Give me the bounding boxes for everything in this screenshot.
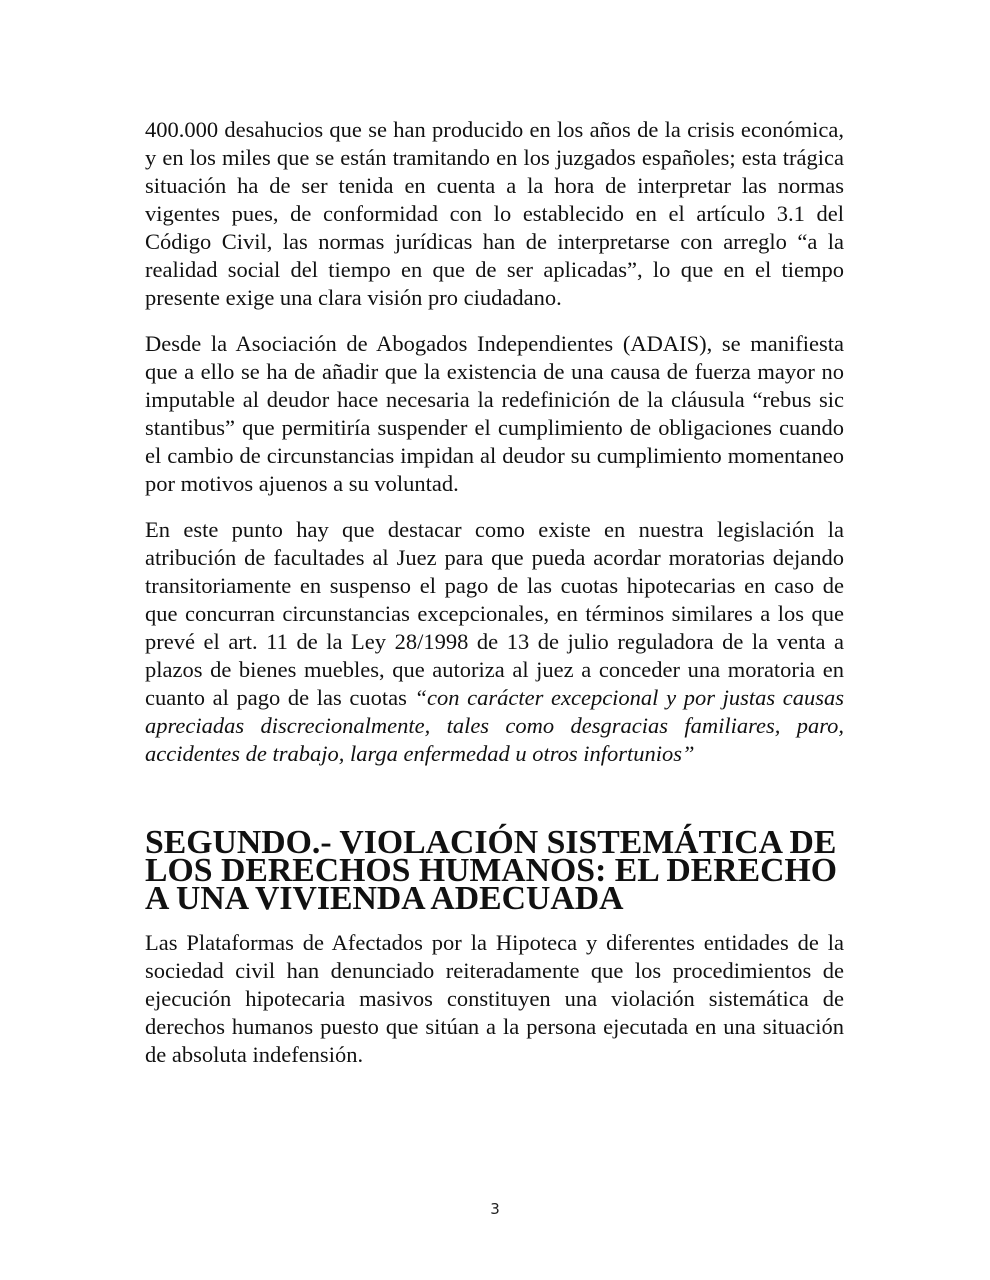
paragraph-desahucios: 400.000 desahucios que se han producido en los años de la crisis económica, y en los miles que se están tramitando en los juzgados españoles; esta trágica situación ha de ser tenida en cuenta a la hora de interpretar las normas vigentes pues, de conformidad con lo establecido en el artículo 3.1 del Código Civil, las normas jurídicas han de interpretarse con arreglo “a la realidad social del tiempo en que de ser aplicadas”, lo que en el tiempo presente exige una clara visión pro ciudadano. (145, 117, 844, 310)
paragraph-plataformas: Las Plataformas de Afectados por la Hipoteca y diferentes entidades de la sociedad civil han denunciado reiteradamente que los procedimientos de ejecución hipotecaria masivos constituyen una violación sistemática de derechos humanos puesto que sitúan a la persona ejecutada en una situación de absoluta indefensión. (145, 930, 844, 1067)
section-heading-segundo: SEGUNDO.- VIOLACIÓN SISTEMÁTICA DE LOS DERECHOS HUMANOS: EL DERECHO A UNA VIVIENDA ADECUADA (145, 824, 837, 917)
paragraph-moratorias (145, 516, 844, 768)
page-number: 3 (490, 1200, 500, 1218)
paragraph-moratorias-quote: “con carácter excepcional y por justas causas apreciadas discrecionalmente, tales como desgracias familiares, paro, accidentes de trabajo, larga enfermedad u otros infortunios” (145, 685, 844, 766)
paragraph-moratorias-text: En este punto hay que destacar como existe en nuestra legislación la atribución de facultades al Juez para que pueda acordar moratorias dejando transitoriamente en suspenso el pago de las cuotas hipotecarias en caso de que concurran circunstancias excepcionales, en términos similares a los que prevé el art. 11 de la Ley 28/1998 de 13 de julio reguladora de la venta a plazos de bienes muebles, que autoriza al juez a conceder una moratoria en cuanto al pago de las cuotas (145, 517, 844, 710)
document-page-body (145, 116, 844, 1087)
paragraph-adais: Desde la Asociación de Abogados Independientes (ADAIS), se manifiesta que a ello se ha de añadir que la existencia de una causa de fuerza mayor no imputable al deudor hace necesaria la redefinición de la cláusula “rebus sic stantibus” que permitiría suspender el cumplimiento de obligaciones cuando el cambio de circunstancias impidan al deudor su cumplimiento momentaneo por motivos ajuenos a su voluntad. (145, 331, 844, 496)
